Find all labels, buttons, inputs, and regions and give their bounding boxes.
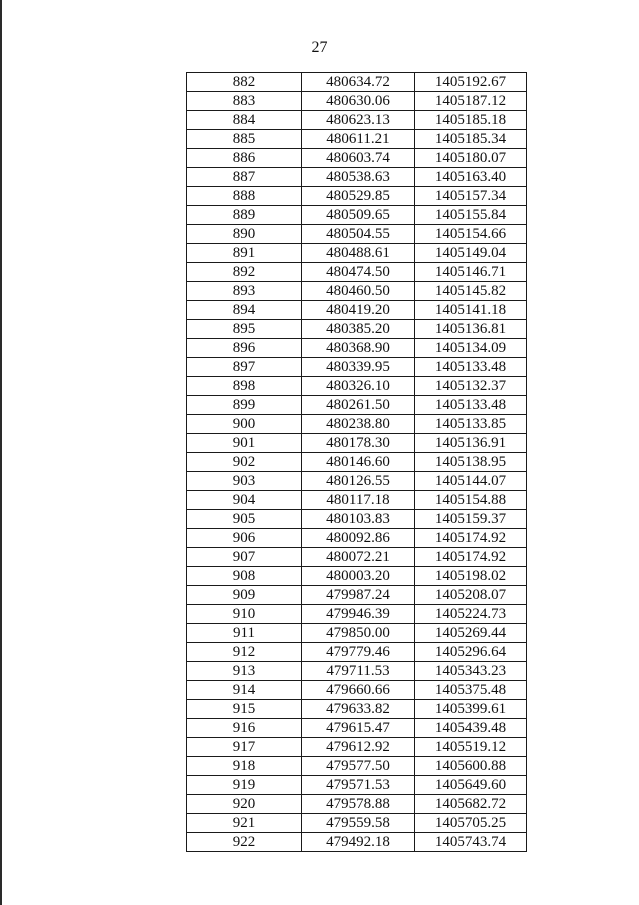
y-coordinate-cell: 1405682.72 [415,795,527,814]
point-number-cell: 920 [187,795,302,814]
point-number-cell: 902 [187,453,302,472]
point-number-cell: 913 [187,662,302,681]
x-coordinate-cell: 480623.13 [302,111,415,130]
point-number-cell: 905 [187,510,302,529]
point-number-cell: 886 [187,149,302,168]
x-coordinate-cell: 480339.95 [302,358,415,377]
point-number-cell: 904 [187,491,302,510]
x-coordinate-cell: 480611.21 [302,130,415,149]
y-coordinate-cell: 1405132.37 [415,377,527,396]
table-row [187,415,527,434]
x-coordinate-cell: 479571.53 [302,776,415,795]
point-number-cell: 909 [187,586,302,605]
point-number-cell: 884 [187,111,302,130]
table-row [187,434,527,453]
y-coordinate-cell: 1405192.67 [415,73,527,92]
point-number-cell: 900 [187,415,302,434]
y-coordinate-cell: 1405439.48 [415,719,527,738]
y-coordinate-cell: 1405296.64 [415,643,527,662]
table-row [187,73,527,92]
y-coordinate-cell: 1405133.48 [415,396,527,415]
table-row [187,662,527,681]
x-coordinate-cell: 479711.53 [302,662,415,681]
table-row [187,339,527,358]
table-row [187,548,527,567]
y-coordinate-cell: 1405375.48 [415,681,527,700]
table-row [187,624,527,643]
table-row [187,643,527,662]
y-coordinate-cell: 1405136.91 [415,434,527,453]
x-coordinate-cell: 479633.82 [302,700,415,719]
y-coordinate-cell: 1405154.66 [415,225,527,244]
y-coordinate-cell: 1405174.92 [415,529,527,548]
point-number-cell: 914 [187,681,302,700]
point-number-cell: 901 [187,434,302,453]
point-number-cell: 910 [187,605,302,624]
table-row [187,225,527,244]
y-coordinate-cell: 1405144.07 [415,472,527,491]
x-coordinate-cell: 479946.39 [302,605,415,624]
x-coordinate-cell: 480488.61 [302,244,415,263]
y-coordinate-cell: 1405600.88 [415,757,527,776]
x-coordinate-cell: 480146.60 [302,453,415,472]
table-row [187,358,527,377]
table-row [187,776,527,795]
x-coordinate-cell: 480538.63 [302,168,415,187]
x-coordinate-cell: 480126.55 [302,472,415,491]
coordinates-table-body [187,73,527,852]
y-coordinate-cell: 1405133.48 [415,358,527,377]
x-coordinate-cell: 480504.55 [302,225,415,244]
table-row [187,814,527,833]
point-number-cell: 885 [187,130,302,149]
point-number-cell: 897 [187,358,302,377]
point-number-cell: 892 [187,263,302,282]
y-coordinate-cell: 1405198.02 [415,567,527,586]
table-row [187,738,527,757]
point-number-cell: 887 [187,168,302,187]
y-coordinate-cell: 1405208.07 [415,586,527,605]
x-coordinate-cell: 479615.47 [302,719,415,738]
y-coordinate-cell: 1405138.95 [415,453,527,472]
table-row [187,833,527,852]
y-coordinate-cell: 1405174.92 [415,548,527,567]
y-coordinate-cell: 1405519.12 [415,738,527,757]
x-coordinate-cell: 480460.50 [302,282,415,301]
y-coordinate-cell: 1405705.25 [415,814,527,833]
point-number-cell: 917 [187,738,302,757]
table-row [187,377,527,396]
page-number: 27 [311,39,328,56]
point-number-cell: 919 [187,776,302,795]
table-row [187,567,527,586]
x-coordinate-cell: 479612.92 [302,738,415,757]
x-coordinate-cell: 480474.50 [302,263,415,282]
y-coordinate-cell: 1405187.12 [415,92,527,111]
table-row [187,700,527,719]
y-coordinate-cell: 1405185.34 [415,130,527,149]
x-coordinate-cell: 479577.50 [302,757,415,776]
y-coordinate-cell: 1405146.71 [415,263,527,282]
x-coordinate-cell: 479578.88 [302,795,415,814]
table-row [187,396,527,415]
x-coordinate-cell: 480634.72 [302,73,415,92]
table-row [187,263,527,282]
table-row [187,130,527,149]
x-coordinate-cell: 480261.50 [302,396,415,415]
y-coordinate-cell: 1405180.07 [415,149,527,168]
point-number-cell: 903 [187,472,302,491]
y-coordinate-cell: 1405134.09 [415,339,527,358]
point-number-cell: 911 [187,624,302,643]
y-coordinate-cell: 1405133.85 [415,415,527,434]
y-coordinate-cell: 1405155.84 [415,206,527,225]
y-coordinate-cell: 1405159.37 [415,510,527,529]
point-number-cell: 922 [187,833,302,852]
point-number-cell: 921 [187,814,302,833]
table-row [187,453,527,472]
x-coordinate-cell: 480072.21 [302,548,415,567]
point-number-cell: 915 [187,700,302,719]
y-coordinate-cell: 1405269.44 [415,624,527,643]
x-coordinate-cell: 480103.83 [302,510,415,529]
table-row [187,320,527,339]
point-number-cell: 912 [187,643,302,662]
table-row [187,681,527,700]
table-row [187,187,527,206]
table-row [187,491,527,510]
table-row [187,605,527,624]
y-coordinate-cell: 1405343.23 [415,662,527,681]
point-number-cell: 906 [187,529,302,548]
y-coordinate-cell: 1405649.60 [415,776,527,795]
x-coordinate-cell: 480603.74 [302,149,415,168]
table-row [187,757,527,776]
page-left-edge-rule [0,0,2,905]
point-number-cell: 888 [187,187,302,206]
x-coordinate-cell: 479850.00 [302,624,415,643]
x-coordinate-cell: 479559.58 [302,814,415,833]
x-coordinate-cell: 480529.85 [302,187,415,206]
table-row [187,282,527,301]
table-row [187,472,527,491]
point-number-cell: 895 [187,320,302,339]
point-number-cell: 918 [187,757,302,776]
table-row [187,244,527,263]
y-coordinate-cell: 1405185.18 [415,111,527,130]
x-coordinate-cell: 479492.18 [302,833,415,852]
y-coordinate-cell: 1405743.74 [415,833,527,852]
point-number-cell: 890 [187,225,302,244]
table-row [187,92,527,111]
table-row [187,586,527,605]
x-coordinate-cell: 480368.90 [302,339,415,358]
coordinates-table [186,72,527,852]
point-number-cell: 894 [187,301,302,320]
y-coordinate-cell: 1405399.61 [415,700,527,719]
point-number-cell: 898 [187,377,302,396]
y-coordinate-cell: 1405145.82 [415,282,527,301]
x-coordinate-cell: 479987.24 [302,586,415,605]
table-row [187,149,527,168]
y-coordinate-cell: 1405224.73 [415,605,527,624]
table-row [187,206,527,225]
y-coordinate-cell: 1405157.34 [415,187,527,206]
y-coordinate-cell: 1405136.81 [415,320,527,339]
x-coordinate-cell: 480385.20 [302,320,415,339]
table-row [187,510,527,529]
point-number-cell: 889 [187,206,302,225]
x-coordinate-cell: 480092.86 [302,529,415,548]
point-number-cell: 907 [187,548,302,567]
point-number-cell: 916 [187,719,302,738]
point-number-cell: 891 [187,244,302,263]
x-coordinate-cell: 480238.80 [302,415,415,434]
x-coordinate-cell: 480419.20 [302,301,415,320]
x-coordinate-cell: 479779.46 [302,643,415,662]
x-coordinate-cell: 480630.06 [302,92,415,111]
x-coordinate-cell: 480178.30 [302,434,415,453]
y-coordinate-cell: 1405163.40 [415,168,527,187]
x-coordinate-cell: 480117.18 [302,491,415,510]
x-coordinate-cell: 480509.65 [302,206,415,225]
table-row [187,529,527,548]
point-number-cell: 883 [187,92,302,111]
point-number-cell: 896 [187,339,302,358]
point-number-cell: 882 [187,73,302,92]
x-coordinate-cell: 479660.66 [302,681,415,700]
point-number-cell: 899 [187,396,302,415]
table-row [187,111,527,130]
y-coordinate-cell: 1405149.04 [415,244,527,263]
y-coordinate-cell: 1405141.18 [415,301,527,320]
table-row [187,301,527,320]
table-row [187,795,527,814]
point-number-cell: 908 [187,567,302,586]
x-coordinate-cell: 480326.10 [302,377,415,396]
table-row [187,168,527,187]
y-coordinate-cell: 1405154.88 [415,491,527,510]
x-coordinate-cell: 480003.20 [302,567,415,586]
table-row [187,719,527,738]
point-number-cell: 893 [187,282,302,301]
